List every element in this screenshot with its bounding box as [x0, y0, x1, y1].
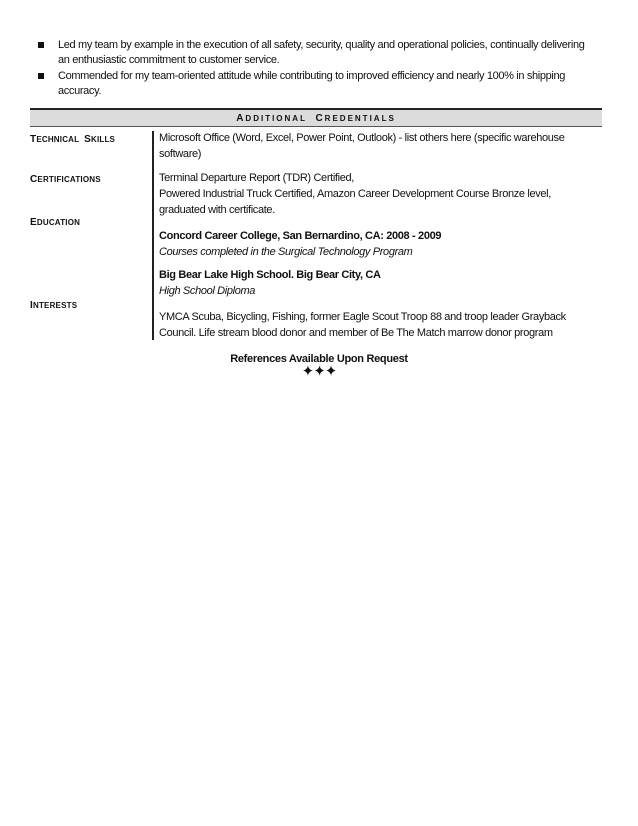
list-item	[38, 38, 598, 68]
certification-line: Terminal Departure Report (TDR) Certified,	[159, 172, 354, 184]
section-title: ADDITIONAL CREDENTIALS	[236, 113, 396, 124]
certification-line: graduated with certificate.	[159, 204, 275, 216]
label-certifications: CERTIFICATIONS	[30, 174, 101, 185]
certifications-content	[159, 170, 599, 218]
bullet-text: Commended for my team-oriented attitude while contributing to improved efficiency and nearly 100% in shipping accuracy.	[58, 70, 566, 97]
label-technical-skills: TECHNICAL SKILLS	[30, 134, 116, 145]
education-entry	[159, 228, 599, 260]
four-pointed-star-icon: ✦✦✦	[301, 363, 337, 380]
interests-line: YMCA Scuba, Bicycling, Fishing, former Eagle Scout Troop 88 and troop leader Grayback	[159, 311, 566, 323]
interests-content	[159, 309, 599, 341]
square-bullet-icon	[38, 42, 44, 48]
square-bullet-icon	[38, 73, 44, 79]
label-education: EDUCATION	[30, 217, 81, 228]
certification-line: Powered Industrial Truck Certified, Amazon Career Development Course Bronze level,	[159, 188, 551, 200]
label-interests: INTERESTS	[30, 300, 78, 311]
education-entry	[159, 267, 599, 299]
school-detail: Courses completed in the Surgical Technology Program	[159, 246, 413, 258]
references-note: References Available Upon Request	[230, 353, 408, 365]
technical-skills-line: Microsoft Office (Word, Excel, Power Point, Outlook) - list others here (specific warehouse	[159, 132, 565, 144]
list-item	[38, 69, 598, 99]
technical-skills-content	[159, 130, 599, 162]
interests-line: Council. Life stream blood donor and member of Be The Match marrow donor program	[159, 327, 553, 339]
experience-bullet-list	[38, 38, 598, 100]
bullet-text: Led my team by example in the execution of all safety, security, quality and operational policies, continually delivering an enthusiastic commitment to customer service.	[58, 39, 585, 66]
section-header-additional-credentials	[30, 108, 602, 127]
technical-skills-line: software)	[159, 148, 202, 160]
column-divider	[152, 131, 154, 340]
school-name: Big Bear Lake High School. Big Bear City, CA	[159, 269, 381, 281]
school-name: Concord Career College, San Bernardino, CA: 2008 - 2009	[159, 230, 442, 242]
school-detail: High School Diploma	[159, 285, 256, 297]
